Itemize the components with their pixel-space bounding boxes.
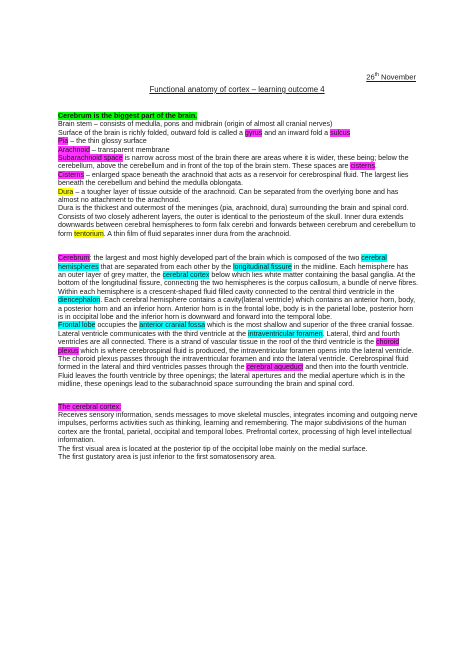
- term-cisterns: cisterns: [350, 162, 375, 171]
- term-pia: Pia: [58, 137, 69, 146]
- paragraph: [58, 137, 418, 145]
- paragraph: [58, 204, 418, 238]
- section3-heading: [58, 403, 418, 411]
- paragraph: [58, 146, 418, 154]
- document-title: [0, 85, 474, 94]
- text: occupies the: [95, 321, 140, 330]
- heading-text: Cerebrum is the biggest part of the brain.: [58, 112, 198, 120]
- term-foramen: intraventricular foramen: [248, 329, 323, 338]
- text: below which lies white matter containing the basal ganglia. At the bottom of the longitudinal fissure, connecting the two hemispheres is the corpus callosum, a bundle of nerve fibres. Within each hemisphere is a crescent-shaped fluid filled cavity connected to the central third ventricle in the: [58, 270, 419, 296]
- text: in the midline. Each hemisphere has an outer layer of grey matter, the: [58, 262, 409, 279]
- term-hemispheres: cerebral hemispheres: [58, 254, 387, 271]
- term-frontal-lobe: Frontal lobe: [58, 321, 96, 330]
- text: The first visual area is located at the posterior tip of the occipital lobe mainly on the medial surface.: [58, 444, 368, 453]
- term-cisterns: Cisterns: [58, 170, 85, 179]
- date-suffix: th: [374, 72, 379, 78]
- text: The first gustatory area is just inferior to the first somatosensory area.: [58, 453, 277, 462]
- paragraph: [58, 445, 418, 453]
- paragraph: [58, 321, 418, 329]
- document-body: [58, 112, 418, 461]
- term-fissure: longitudinal fissure: [233, 262, 292, 271]
- term-diencephalon: diencephalon: [58, 296, 101, 305]
- term-choroid-plexus: choroid plexus: [58, 338, 400, 355]
- paragraph: [58, 453, 418, 461]
- paragraph: [58, 188, 418, 205]
- text: Surface of the brain is richly folded, outward fold is called a: [58, 128, 245, 137]
- text: and then into the fourth ventricle. Fluid leaves the fourth ventricle by three openings; the lateral apertures and the medial aperture which is in the midline, these openings lead to the subarachnoid space surrounding the brain and spinal cord.: [58, 363, 409, 389]
- text: . A thin film of fluid separates inner dura from the arachnoid.: [103, 229, 292, 238]
- text: – the thin glossy surface: [68, 137, 147, 146]
- term-aqueduct: cerebral aqueduct: [246, 363, 304, 372]
- paragraph: [58, 120, 418, 128]
- paragraph: [58, 171, 418, 188]
- text: – transparent membrane: [89, 145, 170, 154]
- text: and an inward fold a: [262, 128, 331, 137]
- text: : the largest and most highly developed part of the brain which is composed of the two: [89, 254, 362, 263]
- text: Dura is the thickest and outermost of the meninges (pia, arachnoid, dura) surrounding the brain and spinal cord. Consists of two closely adherent layers, the outer is identical to the periosteum of the skull. Inner dura extends downwards between cerebral hemispheres to form falx cerebri and forwards between cerebrum and cerebellum to form: [58, 204, 416, 238]
- term-gyrus: gyrus: [244, 128, 263, 137]
- paragraph: [58, 129, 418, 137]
- text: – enlarged space beneath the arachnoid that acts as a reservoir for cerebrospinal fluid. The largest lies beneath the cerebellum and behind the medulla oblongata.: [58, 170, 409, 188]
- term-cortex: cerebral cortex: [162, 270, 210, 279]
- text: Lateral ventricle communicates with the third ventricle at the: [58, 329, 249, 338]
- spacer: [58, 238, 418, 254]
- title-highlight: learning outcome 4: [258, 85, 325, 94]
- title-prefix: Functional anatomy of cortex –: [149, 85, 259, 94]
- paragraph: [58, 154, 418, 171]
- term-sulcus: sulcus: [330, 128, 351, 137]
- term-subarachnoid: Subarachnoid space: [58, 154, 123, 163]
- text: Receives sensory information, sends messages to move skeletal muscles, integrates incoming and outgoing nerve impulses, performs activities such as thinking, learning and remembering. The major subdivisions of the human cortex are the frontal, parietal, occipital and temporal lobes. Prefrontal cortex, processing of high level intellectual information.: [58, 411, 418, 445]
- term-tentorium: tentorium: [74, 229, 104, 238]
- text: which is where cerebrospinal fluid is produced, the intraventricular foramen opens into the lateral ventricle. The choroid plexus passes through the intraventricular foramen and into the lateral ventricle. Cerebrospinal fluid formed in the lateral and third ventricles passes through the: [58, 346, 414, 372]
- term-cranial-fossa: anterior cranial fossa: [139, 321, 206, 330]
- paragraph: [58, 254, 418, 321]
- date-month: November: [378, 72, 416, 82]
- text: – a tougher layer of tissue outside of the arachnoid. Can be separated from the overlying bone and has almost no attachment to the arachnoid.: [58, 187, 399, 205]
- text: which is the most shallow and superior of the three cranial fossae.: [205, 321, 415, 330]
- paragraph: [58, 330, 418, 389]
- text: . Lateral, third and fourth ventricles are all connected. There is a strand of vascular tissue in the roof of the third ventricle is the: [58, 329, 400, 347]
- date-day: 26: [366, 72, 375, 82]
- text: .: [374, 162, 377, 171]
- text: Brain stem – consists of medulla, pons and midbrain (origin of almost all cranial nerves): [58, 120, 333, 129]
- term-dura: Dura: [58, 187, 74, 196]
- text: that are separated from each other by the: [98, 262, 234, 271]
- term-cerebrum: Cerebrum: [58, 254, 90, 263]
- text: is narrow across most of the brain there are areas where it is wider, these being; below the cerebellum, above the cerebellum and in front of the top of the brain stem. These spaces are: [58, 154, 409, 171]
- spacer: [58, 389, 418, 403]
- document-date: [366, 72, 416, 82]
- text: . Each cerebral hemisphere contains a cavity(lateral ventricle) which contains an anterior horn, body, a posterior horn and an inferior horn. Anterior horn is in the frontal lobe, body is in the parietal lobe, posterior horn is in occipital lobe and the inferior horn is downward and forward into the temporal lobe.: [58, 296, 416, 321]
- term-arachnoid: Arachnoid: [58, 145, 90, 154]
- heading-text: The cerebral cortex:: [58, 402, 122, 411]
- section1-heading: [58, 112, 418, 120]
- paragraph: [58, 411, 418, 445]
